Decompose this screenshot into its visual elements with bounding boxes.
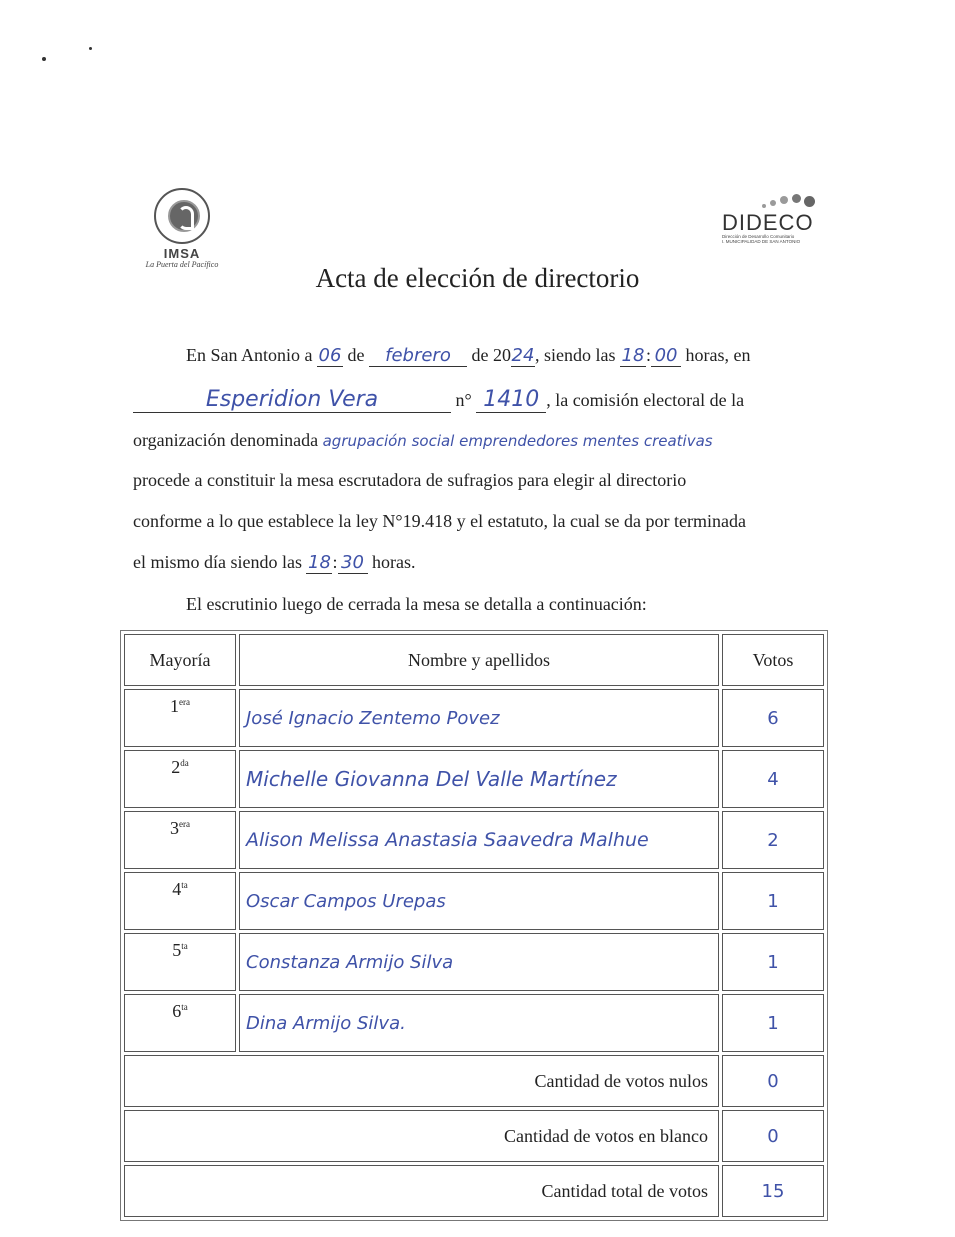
imsa-logo	[132, 188, 232, 269]
body-line-6: el mismo día siendo las 18: 30 horas.	[133, 552, 416, 573]
start-hour-field: 18	[621, 345, 645, 366]
blank-votes-row	[124, 1110, 824, 1162]
dideco-logo-name: DIDECO	[722, 210, 814, 235]
table-header-row	[124, 634, 824, 686]
body-line-3: organización denominada agrupación social emprendedores mentes creativas	[133, 430, 823, 451]
imsa-seal-icon	[154, 188, 210, 244]
street-field: Esperidion Vera	[133, 388, 451, 413]
table-row	[124, 933, 824, 991]
start-minute-field: 00	[651, 346, 681, 367]
candidate-votes: 6	[722, 689, 824, 747]
candidate-votes: 1	[722, 933, 824, 991]
imsa-logo-name: IMSA	[163, 246, 201, 261]
table-row	[124, 811, 824, 869]
null-votes-value: 0	[722, 1055, 824, 1107]
null-votes-row	[124, 1055, 824, 1107]
street-number-field: 1410	[476, 388, 546, 413]
blank-votes-value: 0	[722, 1110, 824, 1162]
month-field: febrero	[369, 346, 467, 367]
rank-cell: $5^{ta}$	[124, 933, 236, 991]
candidate-name: Constanza Armijo Silva	[239, 933, 719, 991]
total-votes-label: Cantidad total de votos	[124, 1165, 719, 1217]
body-line-7: El escrutinio luego de cerrada la mesa se detalla a continuación:	[186, 594, 647, 614]
table-row	[124, 750, 824, 808]
body-line-5: conforme a lo que establece la ley N°19.418 y el estatuto, la cual se da por terminada	[133, 511, 746, 531]
day-field: 06	[318, 345, 342, 366]
candidate-name: Oscar Campos Urepas	[239, 872, 719, 930]
imsa-logo-tagline: La Puerta del Pacífico	[145, 260, 219, 269]
total-votes-row	[124, 1165, 824, 1217]
candidate-votes: 1	[722, 994, 824, 1052]
body-line-1: En San Antonio a 06 de febrero de 2024, siendo las 18: 00 horas, en	[186, 345, 751, 366]
year-field: 24	[511, 345, 535, 366]
candidate-name: José Ignacio Zentemo Povez	[239, 689, 719, 747]
table-row	[124, 872, 824, 930]
dideco-logo-line2: I. MUNICIPALIDAD DE SAN ANTONIO	[722, 239, 801, 244]
dideco-logo	[722, 190, 822, 244]
end-minute-field: 30	[338, 553, 368, 574]
candidate-votes: 4	[722, 750, 824, 808]
total-votes-value: 15	[722, 1165, 824, 1217]
rank-cell: $3^{era}$	[124, 811, 236, 869]
scan-speck	[89, 47, 92, 50]
dideco-dots-icon	[722, 190, 822, 212]
candidate-name: Alison Melissa Anastasia Saavedra Malhue	[239, 811, 719, 869]
candidate-votes: 2	[722, 811, 824, 869]
body-line-4: procede a constituir la mesa escrutadora de sufragios para elegir al directorio	[133, 470, 687, 490]
scan-speck	[42, 57, 46, 61]
end-hour-field: 18	[308, 552, 331, 573]
blank-votes-label: Cantidad de votos en blanco	[124, 1110, 719, 1162]
document-title: Acta de elección de directorio	[315, 263, 640, 293]
table-row	[124, 689, 824, 747]
dideco-logo-line1: Dirección de Desarrollo Comunitario	[722, 234, 795, 239]
organization-name-field: agrupación social emprendedores mentes creativas	[322, 432, 713, 450]
results-table	[120, 630, 828, 1221]
rank-cell: $6^{ta}$	[124, 994, 236, 1052]
rank-cell: $2^{da}$	[124, 750, 236, 808]
body-line-2: Esperidion Vera n° 1410 , la comisión electoral de la	[133, 388, 744, 413]
candidate-name: Michelle Giovanna Del Valle Martínez	[239, 750, 719, 808]
rank-cell: $4^{ta}$	[124, 872, 236, 930]
null-votes-label: Cantidad de votos nulos	[124, 1055, 719, 1107]
table-row	[124, 994, 824, 1052]
candidate-votes: 1	[722, 872, 824, 930]
rank-cell: $1^{era}$	[124, 689, 236, 747]
header-rank: Mayoría	[124, 634, 236, 686]
header-name: Nombre y apellidos	[239, 634, 719, 686]
candidate-name: Dina Armijo Silva.	[239, 994, 719, 1052]
header-votes: Votos	[722, 634, 824, 686]
